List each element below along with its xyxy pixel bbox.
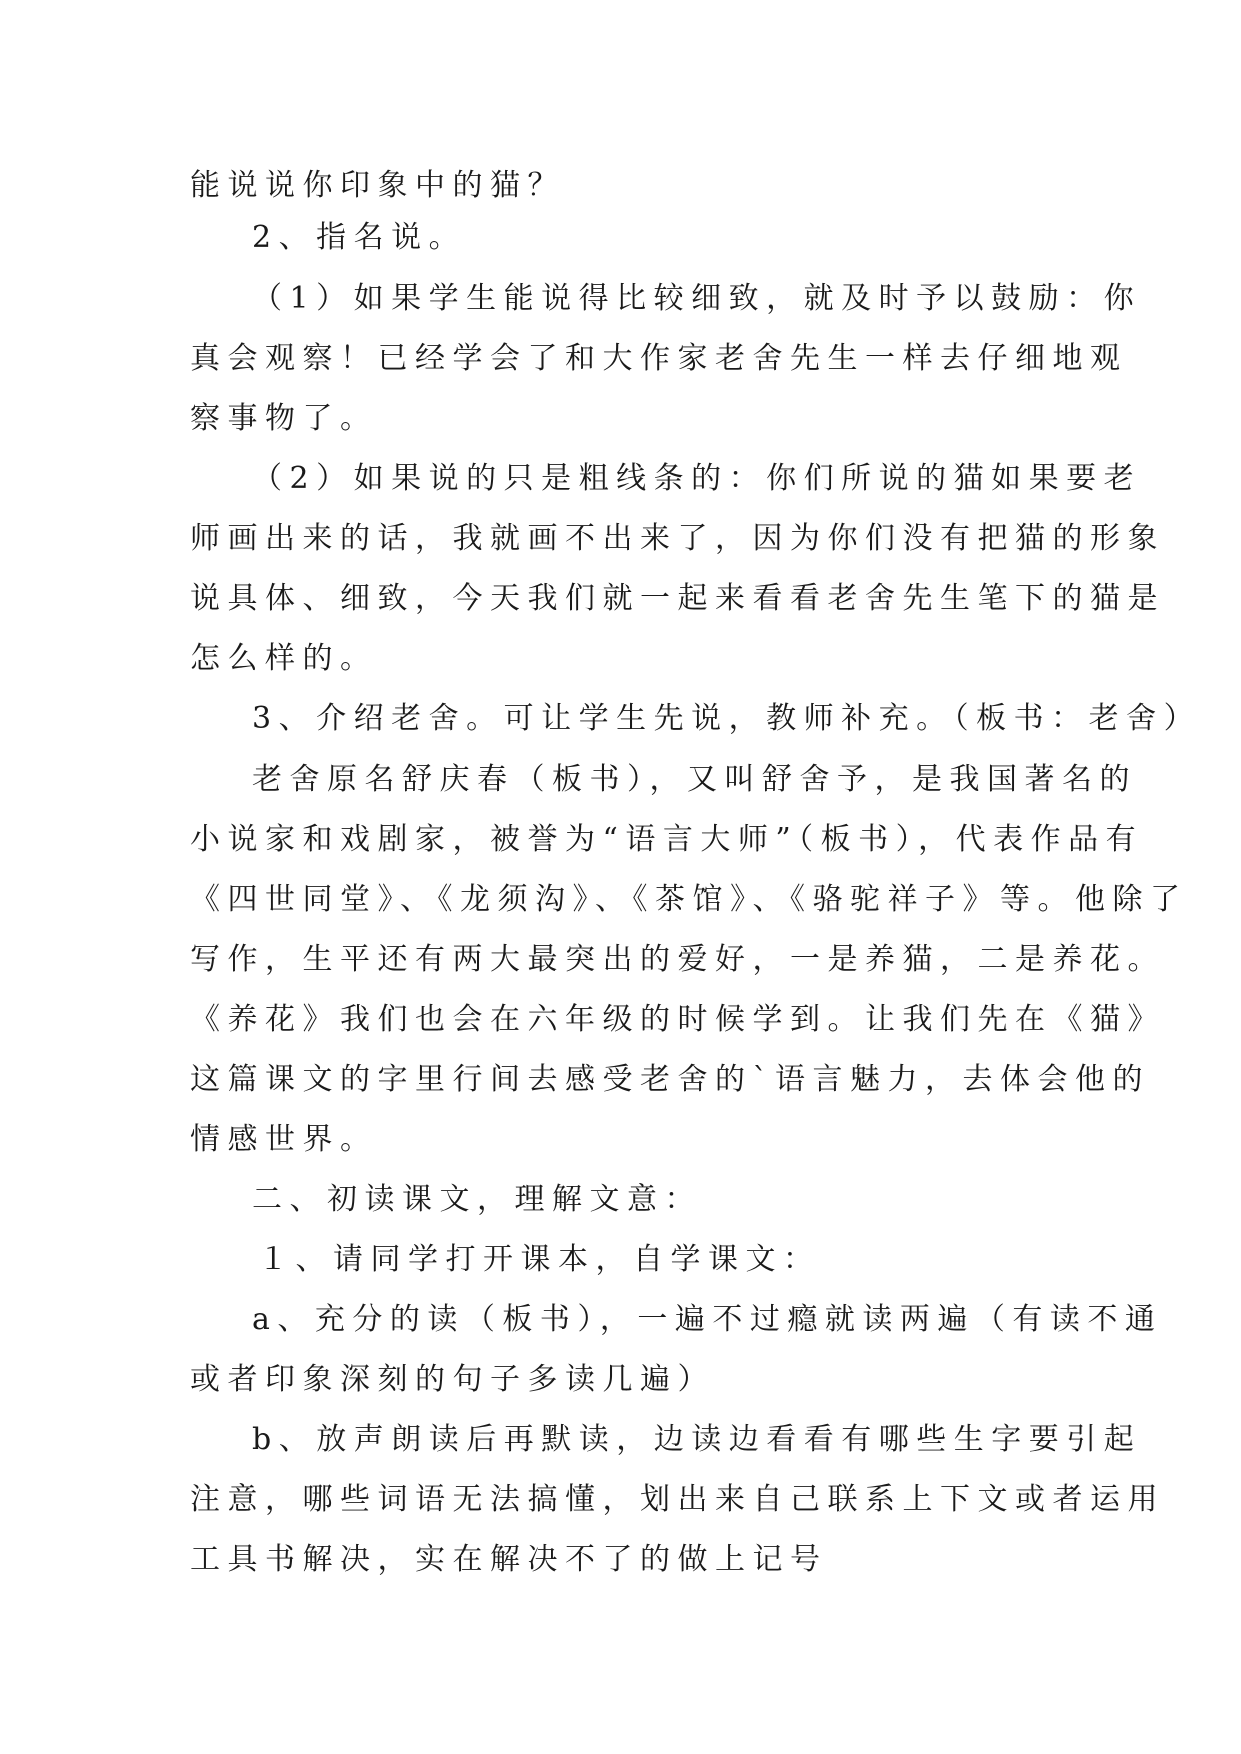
text-line-15: 《养花》我们也会在六年级的时候学到。让我们先在《猫》: [190, 1002, 1165, 1037]
text-line-12: 小说家和戏剧家，被誉为“语言大师”（板书），代表作品有: [190, 822, 1144, 857]
text-line-1: 能说说你印象中的猫？: [190, 168, 565, 203]
text-line-18: 二、初读课文，理解文意：: [252, 1182, 702, 1217]
text-line-9: 怎么样的。: [190, 641, 378, 676]
text-line-16: 这篇课文的字里行间去感受老舍的`语言魅力，去体会他的: [190, 1062, 1150, 1097]
text-line-13: 《四世同堂》、《龙须沟》、《茶馆》、《骆驼祥子》等。他除了: [190, 882, 1188, 917]
text-line-8: 说具体、细致，今天我们就一起来看看老舍先生笔下的猫是: [190, 581, 1165, 616]
text-line-23: 注意，哪些词语无法搞懂，划出来自己联系上下文或者运用: [190, 1482, 1165, 1517]
text-line-5: 察事物了。: [190, 401, 378, 436]
text-line-21: 或者印象深刻的句子多读几遍）: [190, 1362, 715, 1397]
text-line-22: b、放声朗读后再默读，边读边看看有哪些生字要引起: [252, 1422, 1142, 1457]
text-line-20: a、充分的读（板书），一遍不过瘾就读两遍（有读不通: [252, 1302, 1163, 1337]
text-line-24: 工具书解决，实在解决不了的做上记号: [190, 1542, 828, 1577]
text-line-10: 3、介绍老舍。可让学生先说，教师补充。（板书：老舍）: [252, 701, 1202, 736]
text-line-11: 老舍原名舒庆春（板书），又叫舒舍予，是我国著名的: [252, 762, 1137, 797]
text-line-19: １、请同学打开课本，自学课文：: [258, 1242, 821, 1277]
text-line-3: （1）如果学生能说得比较细致，就及时予以鼓励：你: [252, 281, 1142, 316]
text-line-17: 情感世界。: [190, 1122, 378, 1157]
text-line-7: 师画出来的话，我就画不出来了，因为你们没有把猫的形象: [190, 521, 1165, 556]
text-line-6: （2）如果说的只是粗线条的：你们所说的猫如果要老: [252, 461, 1142, 496]
text-line-4: 真会观察！已经学会了和大作家老舍先生一样去仔细地观: [190, 341, 1128, 376]
text-line-2: 2、指名说。: [252, 220, 467, 255]
text-line-14: 写作，生平还有两大最突出的爱好，一是养猫，二是养花。: [190, 942, 1165, 977]
